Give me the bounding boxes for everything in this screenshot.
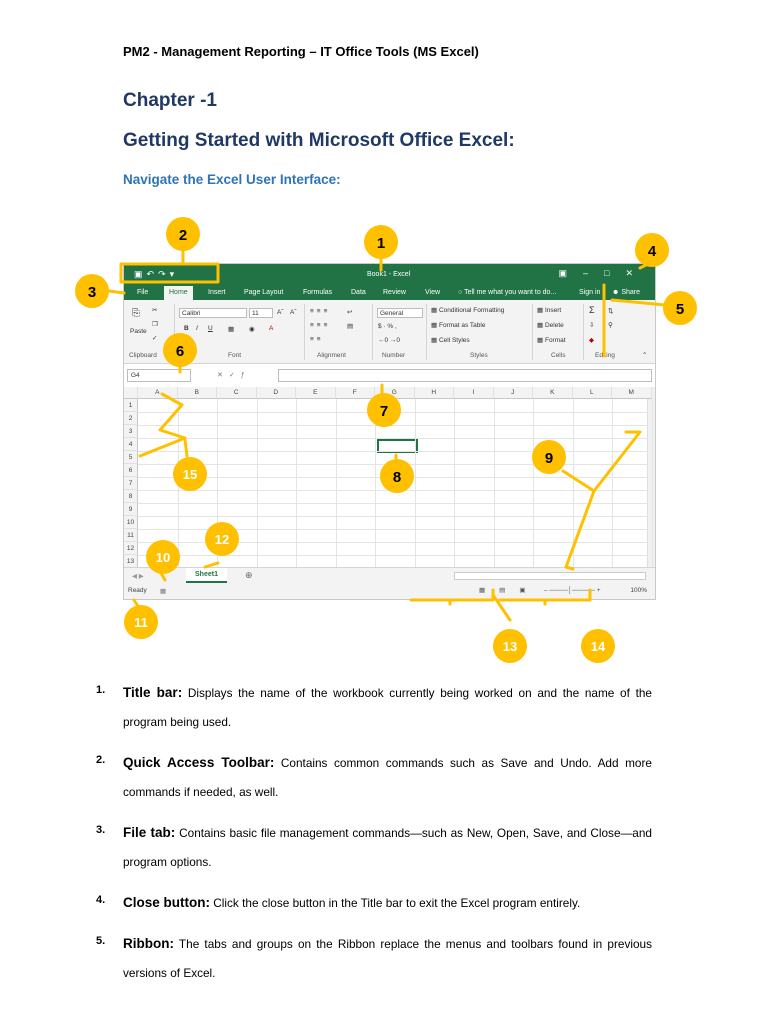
row-header[interactable]: 7 — [124, 477, 138, 490]
accounting-format-icon[interactable]: $ · % , — [378, 323, 397, 330]
format-painter-icon[interactable]: ✓ — [152, 335, 158, 342]
group-font: Font — [228, 352, 242, 359]
italic-button[interactable]: I — [196, 325, 198, 332]
tab-data[interactable]: Data — [351, 289, 366, 296]
row-header[interactable]: 13 — [124, 555, 138, 568]
item-number: 4. — [96, 894, 106, 906]
conditional-formatting-label: Conditional Formatting — [438, 307, 505, 314]
shrink-font-icon[interactable]: Aˇ — [290, 309, 297, 316]
number-format-select[interactable]: General — [377, 308, 423, 318]
page-break-view-icon[interactable]: ▣ — [519, 587, 540, 594]
cut-icon[interactable]: ✂ — [152, 307, 158, 314]
row-header[interactable]: 9 — [124, 503, 138, 516]
item-text: The tabs and groups on the Ribbon replace the menus and toolbars found in previous versions of Excel. — [123, 937, 652, 980]
normal-view-icon[interactable]: ▦ — [479, 587, 500, 594]
cell-styles-label: Cell Styles — [438, 337, 470, 344]
column-header[interactable]: B — [178, 387, 218, 399]
row-header[interactable]: 3 — [124, 425, 138, 438]
item-term: Ribbon: — [123, 936, 174, 951]
column-header[interactable]: C — [217, 387, 257, 399]
macro-record-icon[interactable]: ▦ — [160, 588, 167, 595]
list-item — [96, 748, 652, 807]
tab-review[interactable]: Review — [383, 289, 406, 296]
format-as-table-label: Format as Table — [438, 322, 486, 329]
column-header[interactable]: L — [573, 387, 613, 399]
share-label: Share — [621, 289, 641, 296]
item-text: Click the close button in the Title bar to exit the Excel program entirely. — [210, 896, 581, 910]
font-color-icon[interactable]: A — [269, 325, 274, 332]
undo-icon[interactable]: ↶ — [146, 269, 159, 279]
item-text: Contains basic file management commands—such as New, Open, Save, and Close—and program options. — [123, 826, 652, 869]
column-header[interactable]: G — [375, 387, 415, 399]
row-header[interactable]: 2 — [124, 412, 138, 425]
callout-2: 2 — [178, 227, 188, 244]
borders-icon[interactable]: ▦ — [228, 326, 235, 333]
callout-1: 1 — [376, 235, 386, 252]
callout-14: 14 — [590, 639, 606, 654]
callout-5: 5 — [675, 301, 685, 318]
tab-home[interactable]: Home — [164, 286, 193, 300]
sheet-tab-sheet1[interactable]: Sheet1 — [186, 568, 227, 583]
copy-icon[interactable]: ❐ — [152, 321, 158, 328]
item-number: 1. — [96, 684, 106, 696]
insert-function-icon[interactable]: ƒ — [240, 372, 251, 379]
customize-qat-icon[interactable]: ▾ — [169, 269, 179, 279]
lightbulb-icon: ○ — [458, 289, 463, 296]
column-header[interactable]: E — [296, 387, 336, 399]
fill-color-icon[interactable]: ◉ — [249, 326, 255, 333]
decimal-icons[interactable]: ←0 →0 — [378, 337, 401, 344]
item-text: Displays the name of the workbook currently being worked on and the name of the program being used. — [123, 686, 652, 729]
column-header[interactable]: A — [138, 387, 178, 399]
cell-styles-icon: ▦ — [431, 337, 438, 344]
chapter-heading: Chapter -1 — [123, 90, 217, 111]
bold-button[interactable]: B — [184, 325, 189, 332]
row-header[interactable]: 12 — [124, 542, 138, 555]
row-header[interactable]: 8 — [124, 490, 138, 503]
font-size-select[interactable]: 11 — [249, 308, 273, 318]
callout-3: 3 — [87, 284, 97, 301]
item-term: Quick Access Toolbar: — [123, 755, 275, 770]
item-number: 2. — [96, 754, 106, 766]
tab-file[interactable]: File — [137, 289, 149, 296]
group-alignment: Alignment — [317, 352, 346, 359]
person-icon: ☻ — [612, 289, 620, 296]
callout-13: 13 — [502, 639, 518, 654]
tab-formulas[interactable]: Formulas — [303, 289, 333, 296]
callout-10: 10 — [155, 550, 171, 565]
list-item — [96, 818, 652, 877]
list-item — [96, 929, 652, 988]
paste-button[interactable]: Paste — [130, 328, 147, 335]
close-icon[interactable]: ✕ — [625, 268, 649, 278]
item-term: File tab: — [123, 825, 176, 840]
row-header[interactable]: 6 — [124, 464, 138, 477]
insert-label: Insert — [544, 307, 562, 314]
column-header[interactable]: H — [415, 387, 455, 399]
collapse-ribbon-icon[interactable]: ⌃ — [642, 352, 648, 359]
status-text: Ready — [128, 587, 147, 594]
sign-in-link[interactable]: Sign in — [579, 289, 601, 296]
cancel-icon[interactable]: ✕ — [217, 372, 229, 379]
callout-12: 12 — [214, 532, 230, 547]
window-title: Book1 - Excel — [367, 271, 411, 278]
grow-font-icon[interactable]: Aˆ — [277, 309, 284, 316]
column-header[interactable]: I — [454, 387, 494, 399]
row-header[interactable]: 10 — [124, 516, 138, 529]
sort-filter-icon[interactable]: ⇅ — [608, 308, 614, 315]
group-editing: Editing — [595, 352, 615, 359]
underline-button[interactable]: U — [208, 325, 213, 332]
column-header[interactable]: F — [336, 387, 376, 399]
indent-icons[interactable]: ≡≡ — [310, 336, 324, 343]
fill-icon[interactable]: ⇩ — [589, 322, 595, 329]
tab-page-layout[interactable]: Page Layout — [244, 289, 284, 296]
maximize-icon[interactable]: □ — [604, 268, 626, 278]
row-header[interactable]: 11 — [124, 529, 138, 542]
section-subtitle: Navigate the Excel User Interface: — [123, 172, 341, 187]
minimize-icon[interactable]: – — [583, 268, 605, 278]
conditional-formatting-icon: ▦ — [431, 307, 438, 314]
page-title: Getting Started with Microsoft Office Excel: — [123, 130, 515, 151]
find-select-icon[interactable]: ⚲ — [608, 322, 613, 329]
tell-me-text: Tell me what you want to do... — [464, 289, 557, 296]
item-number: 5. — [96, 935, 106, 947]
redo-icon[interactable]: ↷ — [158, 269, 170, 279]
item-text: Contains common commands such as Save and Undo. Add more commands if needed, as well. — [123, 756, 652, 799]
clear-icon[interactable]: ◆ — [589, 337, 594, 344]
delete-icon: ▦ — [537, 322, 544, 329]
zoom-slider[interactable]: – ────│───── + — [544, 587, 601, 594]
name-box[interactable]: G4 — [127, 369, 191, 382]
list-item — [96, 888, 652, 918]
sheet-nav-icons[interactable]: ◀ ▶ — [132, 573, 144, 580]
font-name-select[interactable]: Calibri — [179, 308, 247, 318]
align-left-icons[interactable]: ≡≡≡ — [310, 322, 331, 329]
ui-element-list — [96, 678, 652, 999]
callout-4: 4 — [647, 243, 657, 260]
group-styles: Styles — [470, 352, 488, 359]
qat-highlight-box — [121, 264, 218, 282]
ribbon-display-icon[interactable]: ▣ — [558, 268, 583, 278]
wrap-text-icon[interactable]: ↩ — [347, 309, 353, 316]
format-icon: ▦ — [537, 337, 544, 344]
column-header[interactable]: D — [257, 387, 297, 399]
column-header[interactable]: M — [612, 387, 652, 399]
enter-icon[interactable]: ✓ — [228, 372, 241, 379]
callout-6: 6 — [175, 343, 185, 360]
tab-insert[interactable]: Insert — [208, 289, 226, 296]
tab-view[interactable]: View — [425, 289, 441, 296]
item-term: Title bar: — [123, 685, 183, 700]
row-header[interactable]: 5 — [124, 451, 138, 464]
format-label: Format — [544, 337, 566, 344]
table-icon: ▦ — [431, 322, 438, 329]
merge-center-icon[interactable]: ▤ — [347, 323, 354, 330]
zoom-level[interactable]: 100% — [630, 587, 647, 594]
callout-11: 11 — [134, 615, 148, 630]
group-clipboard: Clipboard — [129, 352, 157, 359]
callout-7: 7 — [379, 403, 389, 420]
page-header: PM2 - Management Reporting – IT Office Tools (MS Excel) — [123, 44, 479, 59]
column-header[interactable]: K — [533, 387, 573, 399]
callout-15: 15 — [182, 467, 198, 482]
column-header[interactable]: J — [494, 387, 534, 399]
item-term: Close button: — [123, 895, 210, 910]
page-layout-view-icon[interactable]: ▤ — [499, 587, 520, 594]
row-header[interactable]: 1 — [124, 399, 138, 412]
group-cells: Cells — [551, 352, 566, 359]
add-sheet-icon[interactable]: ⊕ — [245, 570, 253, 580]
paste-icon[interactable]: ⎘ — [132, 308, 140, 319]
item-number: 3. — [96, 824, 106, 836]
insert-icon: ▦ — [537, 307, 544, 314]
save-icon[interactable]: ▣ — [134, 269, 147, 279]
row-header[interactable]: 4 — [124, 438, 138, 451]
align-top-icons[interactable]: ≡≡≡ — [310, 308, 331, 315]
autosum-icon[interactable]: Σ — [589, 305, 595, 315]
callout-8: 8 — [392, 469, 402, 486]
delete-label: Delete — [544, 322, 564, 329]
callout-9: 9 — [544, 450, 554, 467]
group-number: Number — [382, 352, 406, 359]
list-item — [96, 678, 652, 737]
